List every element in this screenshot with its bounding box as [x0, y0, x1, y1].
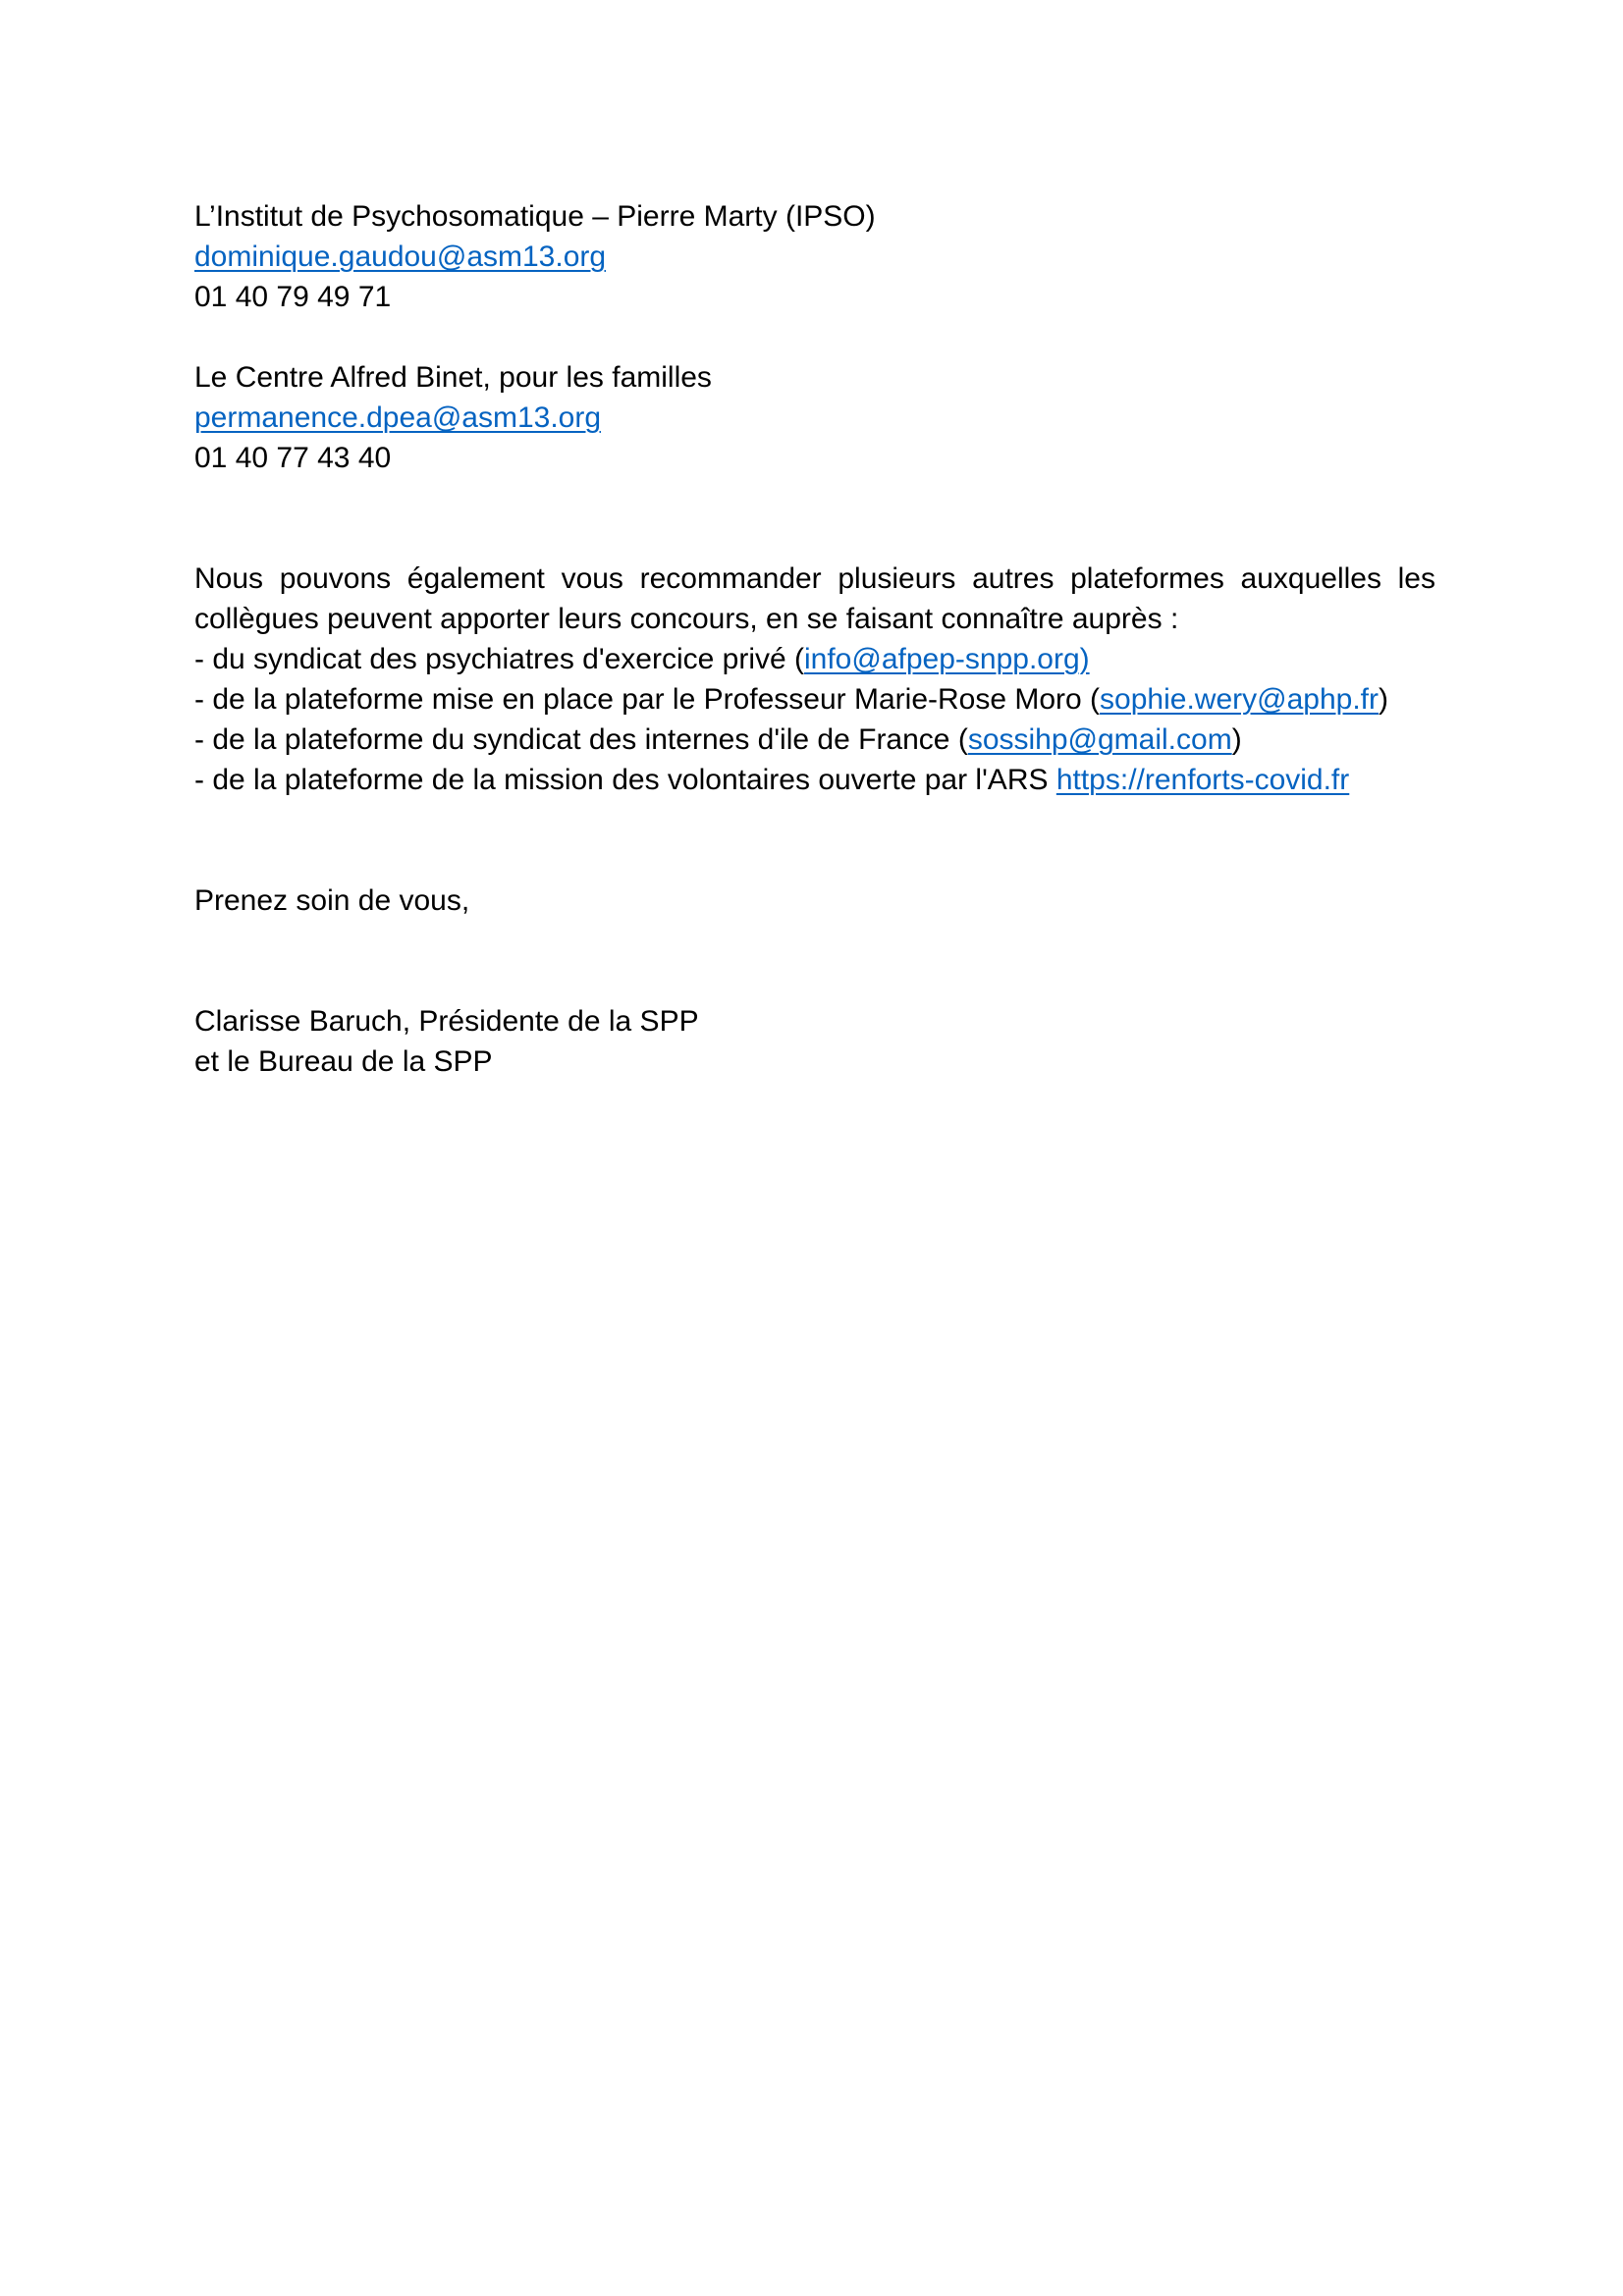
institution-block-binet — [194, 357, 1435, 478]
recommendation-item — [194, 679, 1435, 720]
recommendation-item-text: - de la plateforme du syndicat des internes d'ile de France ( — [194, 723, 968, 756]
recommendation-item-link[interactable]: https://renforts-covid.fr — [1055, 764, 1350, 796]
recommendation-item-suffix: ) — [1378, 683, 1388, 716]
institution-name: Le Centre Alfred Binet, pour les familles — [194, 361, 712, 394]
closing-text: Prenez soin de vous, — [194, 884, 470, 917]
recommendation-item-link[interactable]: sophie.wery@aphp.fr — [1100, 683, 1379, 716]
institution-phone: 01 40 79 49 71 — [194, 281, 392, 313]
institution-email-link[interactable]: permanence.dpea@asm13.org — [194, 401, 602, 434]
institution-block-ipso — [194, 196, 1435, 317]
document-page — [194, 196, 1435, 1082]
recommendation-item — [194, 639, 1435, 679]
recommendation-item-suffix: ) — [1231, 723, 1242, 756]
signature-line: et le Bureau de la SPP — [194, 1045, 493, 1078]
institution-email-link[interactable]: dominique.gaudou@asm13.org — [194, 240, 607, 273]
recommendation-item-text: - de la plateforme de la mission des volontaires ouverte par l'ARS — [194, 764, 1056, 796]
institution-name: L’Institut de Psychosomatique – Pierre Marty (IPSO) — [194, 200, 876, 233]
recommendation-item-link[interactable]: sossihp@gmail.com — [967, 723, 1232, 756]
recommendation-item — [194, 720, 1435, 760]
signature-line: Clarisse Baruch, Présidente de la SPP — [194, 1005, 699, 1038]
recommendation-item-link[interactable]: info@afpep-snpp.org) — [804, 643, 1090, 675]
signature-block — [194, 1001, 1435, 1082]
recommendation-intro-line2: collègues peuvent apporter leurs concours, en se faisant connaître auprès : — [194, 603, 1179, 635]
recommendation-item-text: - du syndicat des psychiatres d'exercice privé ( — [194, 643, 804, 675]
recommendation-paragraph — [194, 559, 1435, 800]
recommendation-item — [194, 760, 1435, 800]
recommendation-item-text: - de la plateforme mise en place par le Professeur Marie-Rose Moro ( — [194, 683, 1101, 716]
institution-phone: 01 40 77 43 40 — [194, 442, 392, 474]
recommendation-intro-line1: Nous pouvons également vous recommander plusieurs autres plateformes auxquelles les — [194, 562, 1435, 595]
